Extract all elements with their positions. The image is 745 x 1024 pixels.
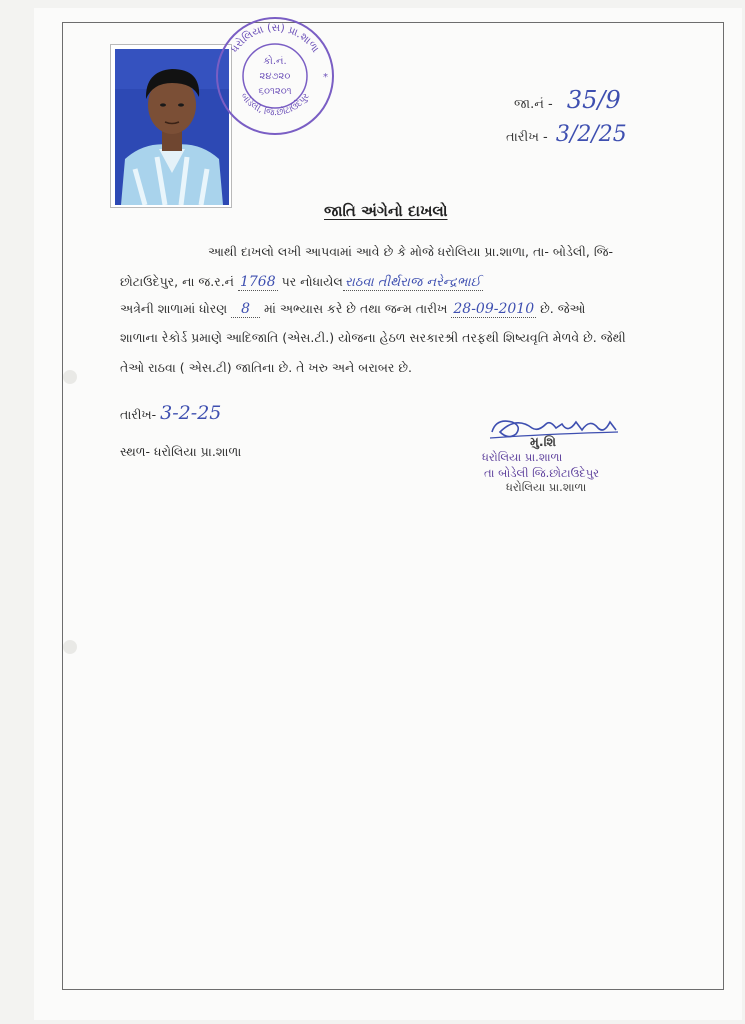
- body-line-3: [120, 301, 585, 317]
- reference-number: [514, 86, 621, 114]
- reference-label: જા.નં -: [514, 97, 553, 112]
- student-name: રાઠવા તીર્થરાજ નરેન્દ્રભાઈ: [344, 275, 481, 290]
- signature-stamp-line-1: ધરોલિયા પ્રા.શાળા: [482, 450, 563, 464]
- body-line-2: [120, 274, 483, 290]
- seal-star-icon: *: [323, 72, 328, 83]
- body-line-2-mid: પર નોધાયેલ: [281, 274, 343, 289]
- reference-date-value: 3/2/25: [555, 122, 627, 147]
- certificate-title: જાતિ અંગેનો દાખલો: [324, 202, 448, 220]
- reference-date: [506, 122, 627, 147]
- signature-role: મુ.શિ: [530, 434, 557, 449]
- body-line-3-start: અત્રેની શાળામાં ધોરણ: [120, 301, 228, 316]
- birth-date: 28-09-2010: [453, 301, 535, 317]
- body-line-3-end: છે. જેઓ: [540, 301, 586, 316]
- footer-date: [120, 402, 221, 424]
- footer-place: સ્થળ- ધરોલિયા પ્રા.શાળા: [120, 444, 242, 459]
- seal-bottom-text: બોડેલી, જિ.છોટાઉદેપુર: [238, 91, 312, 119]
- footer-date-value: 3-2-25: [160, 402, 222, 424]
- seal-outer-text: ધરોલિયા (સ) પ્રા.શાળા: [228, 21, 322, 55]
- body-line-5: તેઓ રાઠવા ( એસ.ટી) જાતિના છે. તે ખરુ અને બરાબર છે.: [120, 360, 412, 375]
- seal-line-2: ૨૪૭૨૦: [259, 71, 291, 82]
- body-line-4: શાળાના રેકોર્ડ પ્રમાણે આદિજાતિ (એસ.ટી.) યોજના હેઠળ સરકારશ્રી તરફથી શિષ્યવૃતિ મેળવે છે. જેથી: [120, 330, 626, 345]
- seal-line-1: કો.નં.: [263, 56, 287, 67]
- principal-signature: [476, 408, 646, 502]
- signature-stamp-line-3: ધરોલિયા પ્રા.શાળા: [506, 480, 587, 494]
- reference-value: 35/9: [566, 86, 621, 114]
- punch-hole: [63, 640, 77, 654]
- body-line-1: આથી દાખલો લખી આપવામાં આવે છે કે મોજે ધરોલિયા પ્રા.શાળા, તા- બોડેલી, જિ-: [208, 244, 613, 259]
- school-seal: [212, 14, 338, 142]
- gr-number: 1768: [239, 274, 276, 290]
- signature-stamp-line-2: તા બોડેલી જિ.છોટાઉદેપુર: [484, 466, 600, 480]
- body-line-3-mid: માં અભ્યાસ કરે છે તથા જન્મ તારીખ: [264, 301, 448, 316]
- footer-date-label: તારીખ-: [120, 407, 157, 422]
- punch-hole: [63, 370, 77, 384]
- signature-scribble: [486, 408, 656, 448]
- body-line-2-start: છોટાઉદેપુર, ના જ.ર.નં: [120, 274, 234, 289]
- standard-value: 8: [231, 301, 260, 318]
- seal-line-3: ૬૦૧૨૦૧: [258, 86, 292, 97]
- reference-date-label: તારીખ -: [506, 130, 548, 145]
